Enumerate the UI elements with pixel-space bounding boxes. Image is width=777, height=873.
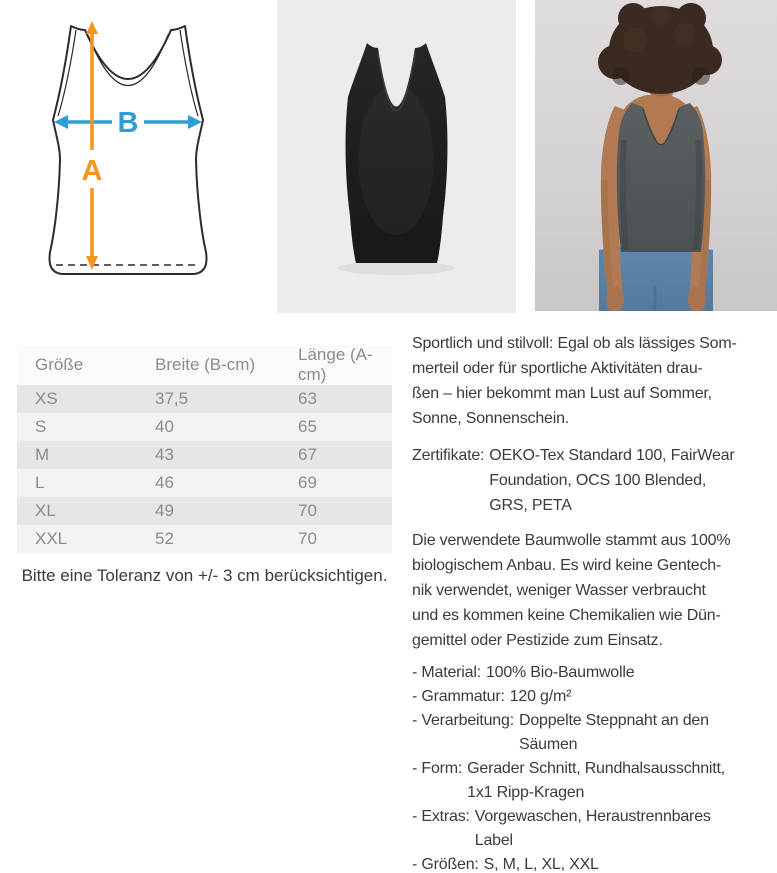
- spec-value-line: Säumen: [518, 736, 578, 753]
- cell-width: 43: [137, 441, 280, 469]
- intro-line: ßen – hier bekommt man Lust auf Sommer,: [412, 385, 712, 402]
- cotton-line: und es kommen keine Chemikalien wie Dün-: [412, 607, 721, 624]
- cell-width: 40: [137, 413, 280, 441]
- cell-size: S: [17, 413, 137, 441]
- table-row-xs: [17, 385, 392, 413]
- certificates-line: GRS, PETA: [489, 497, 572, 514]
- spec-item-extras: [412, 805, 770, 853]
- cell-length: 67: [280, 441, 392, 469]
- cell-size: L: [17, 469, 137, 497]
- cotton-paragraph: [412, 528, 770, 653]
- cotton-line: gemittel oder Pestizide zum Einsatz.: [412, 632, 663, 649]
- table-row-xl: [17, 497, 392, 525]
- cell-width: 49: [137, 497, 280, 525]
- spec-value-line: Vorgewaschen, Heraustrennbares: [474, 808, 711, 825]
- cell-size: XS: [17, 385, 137, 413]
- spec-label: - Material:: [412, 664, 481, 681]
- armhole-inner-right: [180, 30, 198, 116]
- spec-value-line: Label: [474, 832, 513, 849]
- neckline-inner-line: [88, 35, 168, 86]
- spec-label: - Extras:: [412, 808, 470, 825]
- certificates-label: Zertifikate:: [412, 447, 485, 464]
- cell-width: 37,5: [137, 385, 280, 413]
- product-photo-model[interactable]: [535, 0, 777, 311]
- cell-length: 69: [280, 469, 392, 497]
- intro-line: merteil oder für sportliche Aktivitäten drau-: [412, 360, 703, 377]
- spec-label: - Grammatur:: [412, 688, 505, 705]
- specs-list: [412, 661, 770, 873]
- tolerance-note: Bitte eine Toleranz von +/- 3 cm berücksichtigen.: [21, 566, 388, 585]
- column-header-length: Länge (A-cm): [280, 345, 392, 385]
- spec-value-line: Gerader Schnitt, Rundhalsausschnitt,: [467, 760, 725, 777]
- length-label-a: A: [81, 155, 103, 187]
- product-photo-flat[interactable]: [277, 0, 516, 313]
- certificates-line: Foundation, OCS 100 Blended,: [489, 472, 707, 489]
- cell-length: 70: [280, 497, 392, 525]
- product-description: [412, 331, 770, 873]
- tank-outline: [50, 26, 207, 274]
- cotton-line: Die verwendete Baumwolle stammt aus 100%: [412, 532, 731, 549]
- spec-label: - Verarbeitung:: [412, 712, 514, 729]
- spec-value-line: 120 g/m²: [509, 688, 572, 705]
- intro-line: Sportlich und stilvoll: Egal ob als lässiges Som-: [412, 335, 737, 352]
- tank-top-measurement-diagram: [10, 0, 255, 312]
- cell-width: 46: [137, 469, 280, 497]
- cotton-line: biologischem Anbau. Es wird keine Gentech-: [412, 557, 722, 574]
- cell-length: 63: [280, 385, 392, 413]
- spec-value-line: 1x1 Ripp-Kragen: [467, 784, 585, 801]
- table-row-s: [17, 413, 392, 441]
- certificates-line: OEKO-Tex Standard 100, FairWear: [489, 447, 735, 464]
- certificates-block: [412, 443, 770, 518]
- spec-item-material: [412, 661, 770, 685]
- intro-paragraph: [412, 331, 770, 431]
- size-table-header-row: [17, 345, 392, 385]
- model-photo-illustration: [535, 0, 777, 311]
- cotton-line: nik verwendet, weniger Wasser verbraucht: [412, 582, 706, 599]
- spec-item-workmanship: [412, 709, 770, 757]
- spec-item-grammage: [412, 685, 770, 709]
- spec-label: - Form:: [412, 760, 463, 777]
- table-row-m: [17, 441, 392, 469]
- armhole-inner-left: [58, 30, 76, 116]
- cell-length: 70: [280, 525, 392, 553]
- black-tank-top-image: [277, 0, 516, 313]
- spec-item-form: [412, 757, 770, 805]
- width-label-b: B: [117, 107, 139, 139]
- column-header-width: Breite (B-cm): [137, 345, 280, 385]
- size-table: [17, 345, 392, 553]
- spec-value-line: Doppelte Steppnaht an den: [518, 712, 709, 729]
- spec-value-line: 100% Bio-Baumwolle: [485, 664, 635, 681]
- table-row-l: [17, 469, 392, 497]
- cell-size: XL: [17, 497, 137, 525]
- spec-item-sizes: [412, 853, 770, 873]
- certificates-lines: [489, 443, 734, 518]
- cell-size: XXL: [17, 525, 137, 553]
- table-row-xxl: [17, 525, 392, 553]
- cell-size: M: [17, 441, 137, 469]
- garment-shadow: [338, 261, 454, 275]
- spec-value-line: S, M, L, XL, XXL: [483, 856, 599, 873]
- size-diagram-image: [10, 0, 255, 312]
- spec-label: - Größen:: [412, 856, 479, 873]
- intro-line: Sonne, Sonnenschein.: [412, 410, 570, 427]
- fabric-sheen: [358, 85, 434, 235]
- column-header-size: Größe: [17, 345, 137, 385]
- width-arrow-b: [54, 107, 202, 139]
- cell-width: 52: [137, 525, 280, 553]
- cell-length: 65: [280, 413, 392, 441]
